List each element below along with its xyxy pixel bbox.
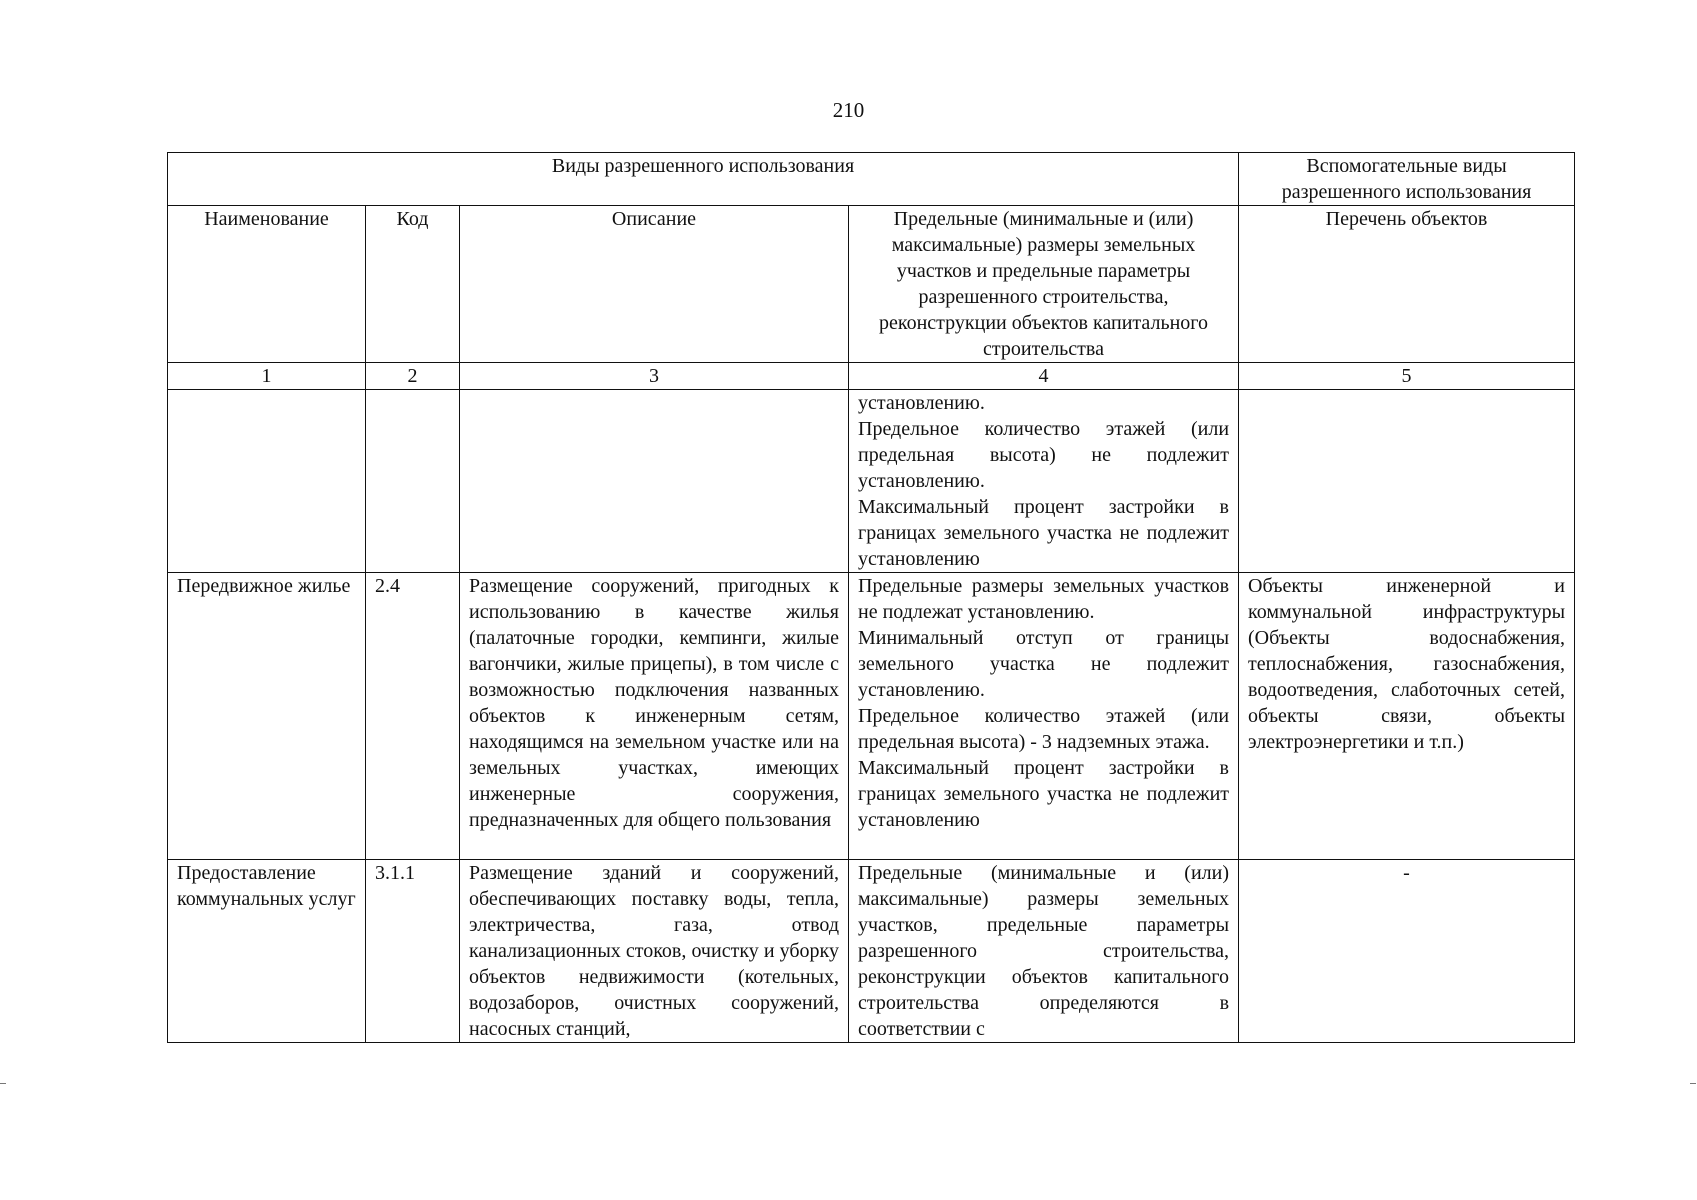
column-number: 5 <box>1239 363 1575 390</box>
group-header-main: Виды разрешенного использования <box>168 153 1239 206</box>
header-objects: Перечень объектов <box>1239 206 1575 363</box>
limits-paragraph: Предельные (минимальные и (или) максимальные) размеры земельных участков, предельные параметры разрешенного строительства, реконструкции объектов капитального строительства определяются в соответствии с <box>858 862 1230 1040</box>
page-number: 210 <box>832 98 865 122</box>
cell-objects: - <box>1239 860 1575 1043</box>
scan-edge-mark <box>1690 1083 1696 1084</box>
cell-code: 2.4 <box>366 573 460 860</box>
cell-code <box>366 390 460 573</box>
cell-code: 3.1.1 <box>366 860 460 1043</box>
header-limits: Предельные (минимальные и (или) максимальные) размеры земельных участков и предельные параметры разрешенного строительства, реконструкции объектов капитального строительства <box>849 206 1239 363</box>
cell-description: Размещение сооружений, пригодных к использованию в качестве жилья (палаточные городки, кемпинги, жилые вагончики, жилые прицепы), в том числе с возможностью подключения названных объектов к инженерным сетям, находящимся на земельном участке или на земельных участках, имеющих инженерные сооружения, предназначенных для общего пользования <box>460 573 849 860</box>
table-row <box>168 860 1575 1043</box>
limits-paragraph: установлению. <box>858 392 985 414</box>
limits-paragraph: Минимальный отступ от границы земельного участка не подлежит установлению. <box>858 627 1230 701</box>
column-header-row <box>168 206 1575 363</box>
cell-description: Размещение зданий и сооружений, обеспечивающих поставку воды, тепла, электричества, газа, отвод канализационных стоков, очистку и уборку объектов недвижимости (котельных, водозаборов, очистных сооружений, насосных станций, <box>460 860 849 1043</box>
table-row <box>168 390 1575 573</box>
cell-name: Передвижное жилье <box>168 573 366 860</box>
cell-name: Предоставление коммунальных услуг <box>168 860 366 1043</box>
limits-paragraph: Максимальный процент застройки в границах земельного участка не подлежит установлению <box>858 496 1230 570</box>
column-number: 1 <box>168 363 366 390</box>
group-header-aux: Вспомогательные виды разрешенного использования <box>1239 153 1575 206</box>
limits-paragraph: Максимальный процент застройки в границах земельного участка не подлежит установлению <box>858 757 1230 831</box>
header-name: Наименование <box>168 206 366 363</box>
cell-description <box>460 390 849 573</box>
column-number-row <box>168 363 1575 390</box>
header-code: Код <box>366 206 460 363</box>
cell-limits <box>849 860 1239 1043</box>
cell-limits <box>849 390 1239 573</box>
column-number: 3 <box>460 363 849 390</box>
group-header-row <box>168 153 1575 206</box>
limits-paragraph: Предельное количество этажей (или предельная высота) - 3 надземных этажа. <box>858 705 1230 753</box>
limits-paragraph: Предельное количество этажей (или предельная высота) не подлежит установлению. <box>858 418 1230 492</box>
cell-objects <box>1239 390 1575 573</box>
column-number: 4 <box>849 363 1239 390</box>
cell-objects: Объекты инженерной и коммунальной инфраструктуры (Объекты водоснабжения, теплоснабжения, газоснабжения, водоотведения, слаботочных сетей, объекты связи, объекты электроэнергетики и т.п.) <box>1239 573 1575 860</box>
column-number: 2 <box>366 363 460 390</box>
header-description: Описание <box>460 206 849 363</box>
scan-edge-mark <box>0 1083 6 1084</box>
limits-paragraph: Предельные размеры земельных участков не подлежат установлению. <box>858 575 1230 623</box>
cell-name <box>168 390 366 573</box>
cell-limits <box>849 573 1239 860</box>
table-row <box>168 573 1575 860</box>
land-use-table <box>167 152 1575 1043</box>
